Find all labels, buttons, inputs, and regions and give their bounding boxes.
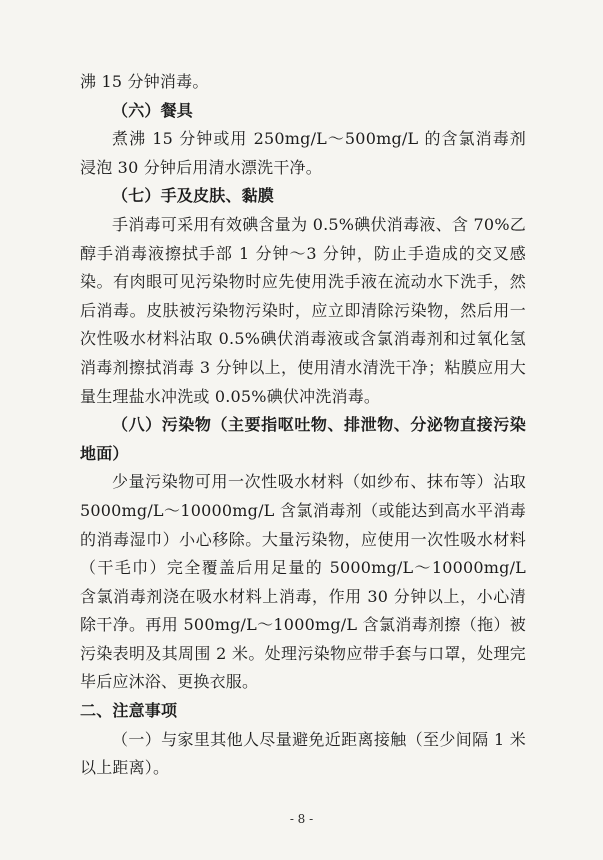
document-body [80,68,526,783]
paragraph-hands-skin: 手消毒可采用有效碘含量为 0.5%碘伏消毒液、含 70%乙醇手消毒液擦拭手部 1 分钟～3 分钟，防止手造成的交叉感染。有肉眼可见污染物时应先使用洗手液在流动水下洗手，然后消毒。皮肤被污染物污染时，应立即清除污染物，然后用一次性吸水材料沾取 0.5%碘伏消毒液或含氯消毒剂和过氧化氢消毒剂擦拭消毒 3 分钟以上，使用清水清洗干净；粘膜应用大量生理盐水冲洗或 0.05%碘伏冲洗消毒。 [80,214,526,406]
paragraph-boil-end: 沸 15 分钟消毒。 [80,72,209,91]
paragraph-contaminants: 少量污染物可用一次性吸水材料（如纱布、抹布等）沾取 5000mg/L～10000mg/L 含氯消毒剂（或能达到高水平消毒的消毒湿巾）小心移除。大量污染物，应使用一次性吸水材料（干毛巾）完全覆盖后用足量的 5000mg/L～10000mg/L 含氯消毒剂浇在吸水材料上消毒，作用 30 分钟以上，小心清除干净。再用 500mg/L～1000mg/L 含氯消毒剂擦（拖）被污染表明及其周围 2 米。处理污染物应带手套与口罩，处理完毕后应沐浴、更换衣服。 [80,472,526,692]
subheading-tableware: （六）餐具 [112,100,194,120]
page-number: - 8 - [289,812,314,826]
section-heading-precautions: 二、注意事项 [80,701,178,721]
subheading-hands-skin: （七）手及皮肤、黏膜 [112,186,275,206]
paragraph-tableware: 煮沸 15 分钟或用 250mg/L～500mg/L 的含氯消毒剂浸泡 30 分钟后用清水漂洗干净。 [80,129,526,177]
subheading-contaminants: （八）污染物（主要指呕吐物、排泄物、分泌物直接污染地面） [80,415,526,463]
paragraph-precaution-1: （一）与家里其他人尽量避免近距离接触（至少间隔 1 米以上距离）。 [80,729,526,778]
